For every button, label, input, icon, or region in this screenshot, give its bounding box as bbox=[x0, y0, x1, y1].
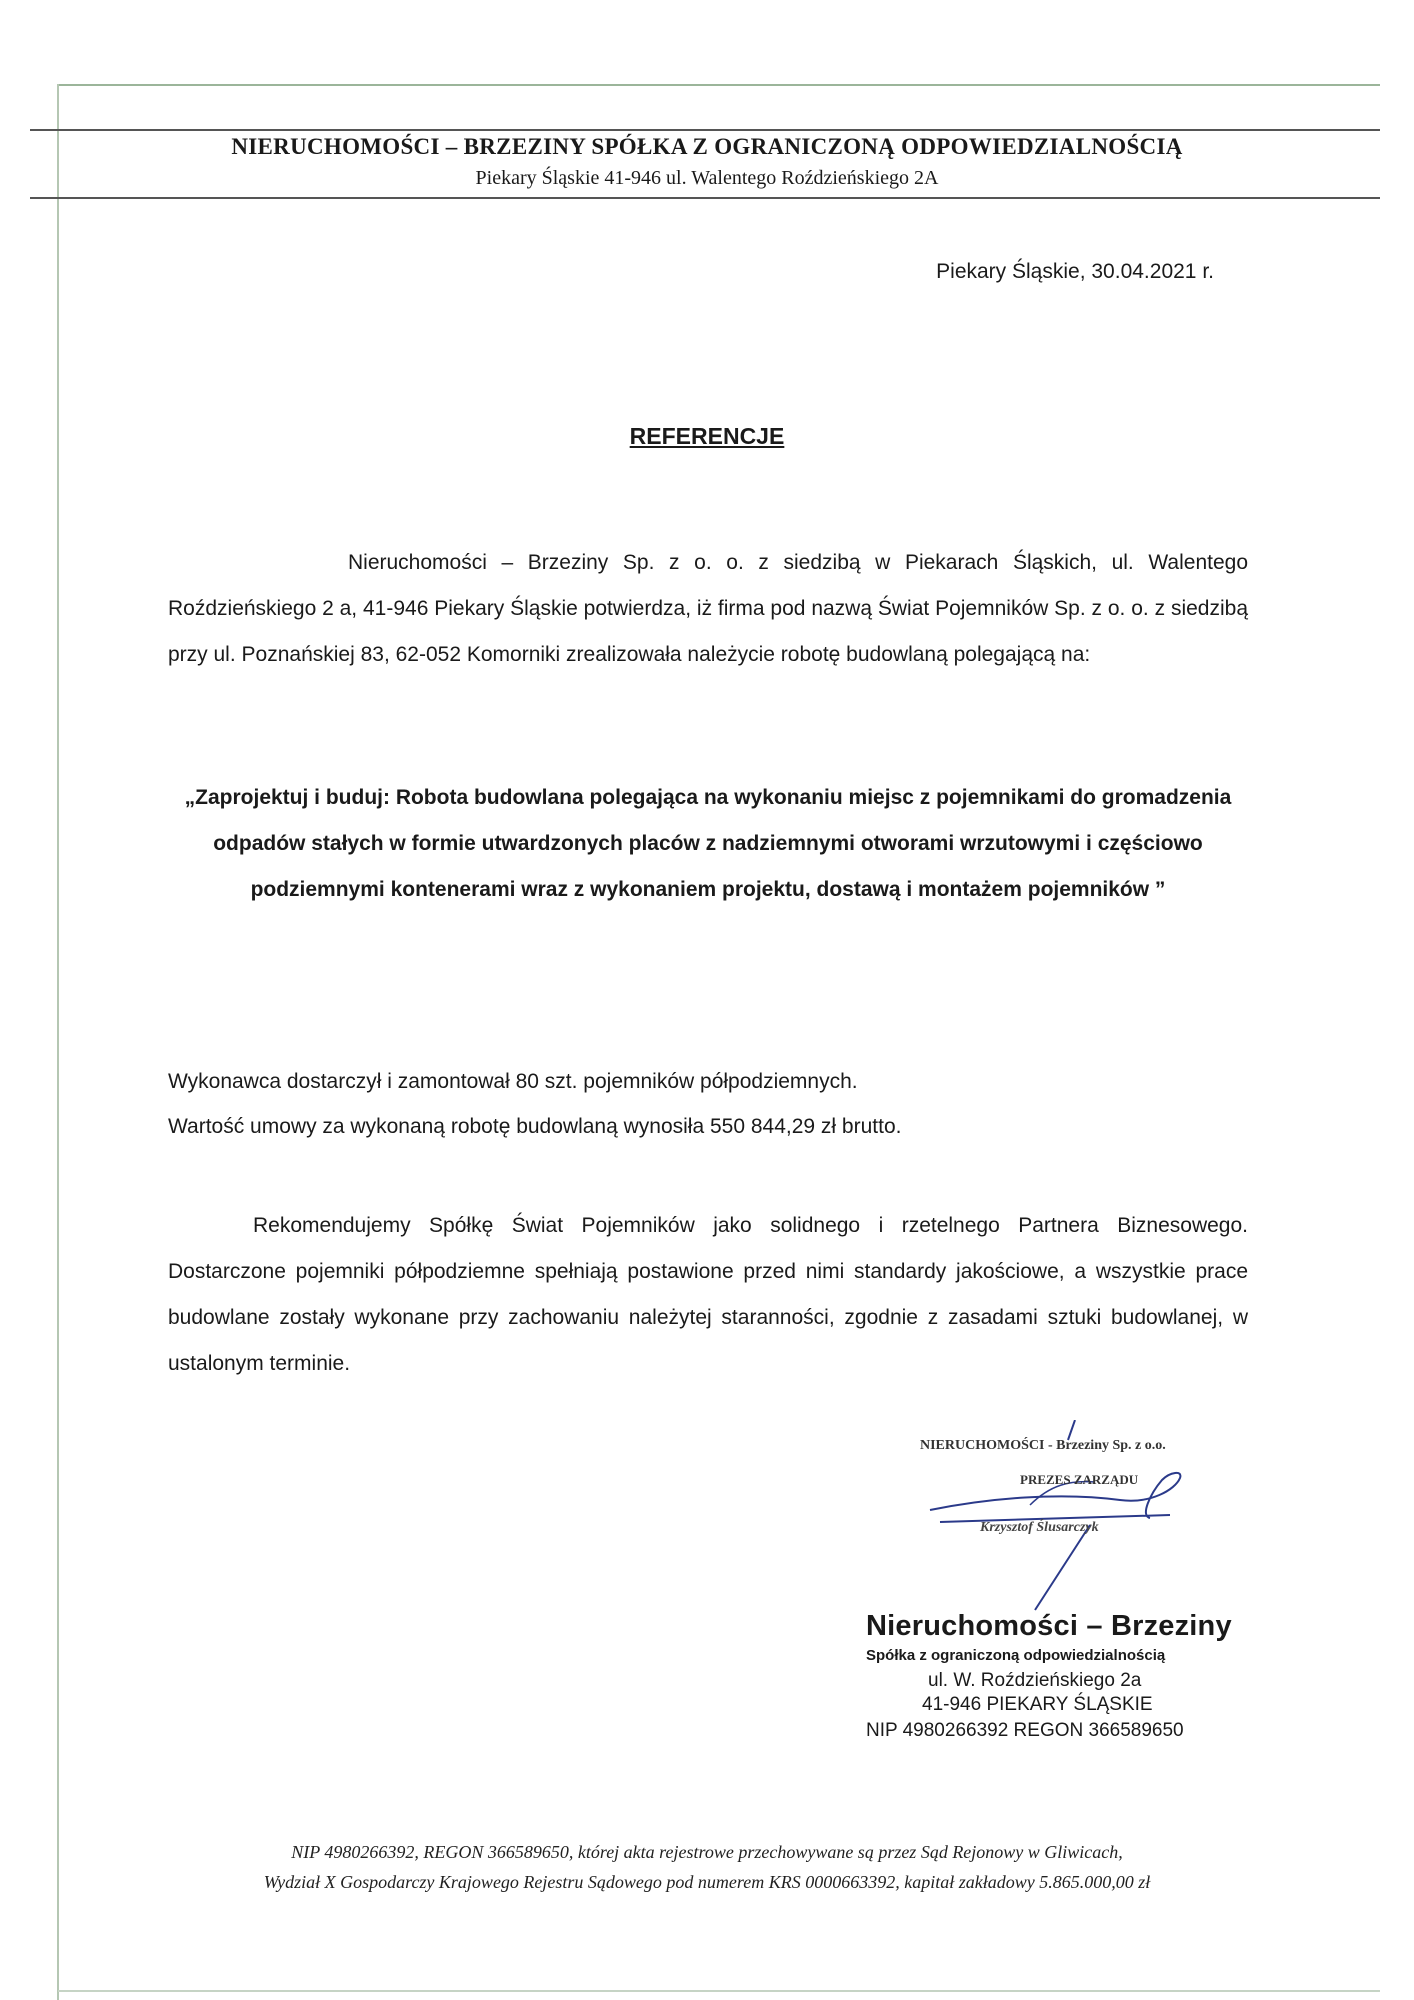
company-stamp-city: 41-946 PIEKARY ŚLĄSKIE bbox=[922, 1694, 1153, 1715]
letterhead-address: Piekary Śląskie 41-946 ul. Walentego Roździeńskiego 2A bbox=[475, 167, 939, 189]
stamp-signatory-line: Krzysztof Ślusarczyk bbox=[980, 1520, 1099, 1535]
stamp-role-line: PREZES ZARZĄDU bbox=[1020, 1472, 1139, 1487]
letterhead-company: NIERUCHOMOŚCI – BRZEZINY SPÓŁKA Z OGRANICZONĄ ODPOWIEDZIALNOŚCIĄ bbox=[231, 134, 1183, 159]
frame-top-line bbox=[58, 84, 1380, 86]
document-title: REFERENCJE bbox=[629, 423, 785, 449]
company-stamp-street: ul. W. Roździeńskiego 2a bbox=[928, 1670, 1142, 1691]
delivery-line: Wykonawca dostarczył i zamontował 80 szt. pojemników półpodziemnych. bbox=[168, 1070, 858, 1093]
frame-bottom-line bbox=[58, 1990, 1380, 1992]
project-quote: „Zaprojektuj i buduj: Robota budowlana polegająca na wykonaniu miejsc z pojemnikami do gromadzenia odpadów stałych w formie utwardzonych placów z nadziemnymi otworami wrzutowymi i częściowo podziemnymi kontenerami wraz z wykonaniem projektu, dostawą i montażem pojemników ” bbox=[184, 786, 1232, 901]
company-stamp-name: Nieruchomości – Brzeziny bbox=[866, 1610, 1232, 1642]
company-stamp bbox=[866, 1610, 1232, 1742]
letterhead-rule-bottom bbox=[30, 197, 1380, 199]
footer-line-1: NIP 4980266392, REGON 366589650, której akta rejestrowe przechowywane są przez Sąd Rejonowy w Gliwicach, bbox=[291, 1842, 1123, 1862]
signature-stamp bbox=[900, 1420, 1230, 1620]
frame-left-line bbox=[57, 84, 59, 2000]
intro-paragraph: Nieruchomości – Brzeziny Sp. z o. o. z siedzibą w Piekarach Śląskich, ul. Walentego Roździeńskiego 2 a, 41-946 Piekary Śląskie potwierdza, iż firma pod nazwą Świat Pojemników Sp. z o. o. z siedzibą przy ul. Poznańskiej 83, 62-052 Komorniki zrealizowała należycie robotę budowlaną polegającą na: bbox=[168, 551, 1248, 666]
recommendation-paragraph: Rekomendujemy Spółkę Świat Pojemników jako solidnego i rzetelnego Partnera Biznesowego. Dostarczone pojemniki półpodziemne spełniają postawione przed nimi standardy jakościowe, a wszystkie prace budowlane zostały wykonane przy zachowaniu należytej staranności, zgodnie z zasadami sztuki budowlanej, w ustalonym terminie. bbox=[168, 1214, 1248, 1375]
company-stamp-ids: NIP 4980266392 REGON 366589650 bbox=[866, 1720, 1184, 1741]
footer-line-2: Wydział X Gospodarczy Krajowego Rejestru Sądowego pod numerem KRS 0000663392, kapitał zakładowy 5.865.000,00 zł bbox=[263, 1872, 1151, 1892]
stamp-company-line: NIERUCHOMOŚCI - Brzeziny Sp. z o.o. bbox=[920, 1438, 1166, 1453]
contract-value-line: Wartość umowy za wykonaną robotę budowlaną wynosiła 550 844,29 zł brutto. bbox=[168, 1115, 902, 1138]
letterhead-rule-top bbox=[30, 129, 1380, 131]
company-stamp-subtitle: Spółka z ograniczoną odpowiedzialnością bbox=[866, 1647, 1166, 1664]
document-date: Piekary Śląskie, 30.04.2021 r. bbox=[936, 260, 1214, 283]
